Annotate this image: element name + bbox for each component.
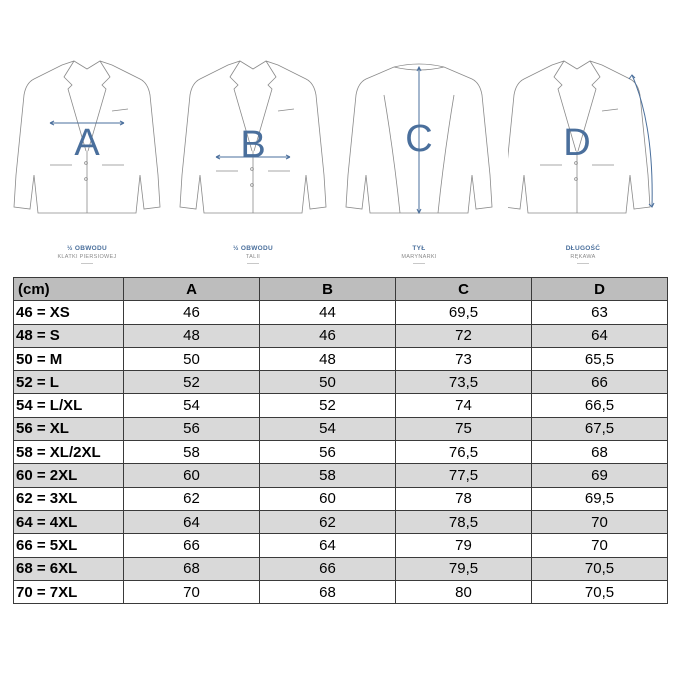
measurement-cell: 68 — [260, 580, 396, 603]
table-row — [14, 557, 668, 580]
table-row — [14, 510, 668, 533]
measurement-cell: 56 — [260, 441, 396, 464]
measurement-cell: 58 — [124, 441, 260, 464]
measurement-cell: 78 — [396, 487, 532, 510]
caption-chest-title: ½ OBWODU — [67, 245, 107, 252]
caption-divider — [81, 263, 93, 264]
jacket-front-waist-diagram — [178, 55, 328, 225]
header-c: C — [396, 278, 532, 301]
table-row — [14, 534, 668, 557]
measurement-cell: 70 — [532, 534, 668, 557]
size-label-cell: 54 = L/XL — [14, 394, 124, 417]
measurement-cell: 66 — [260, 557, 396, 580]
size-label-cell: 70 = 7XL — [14, 580, 124, 603]
table-header-row — [14, 278, 668, 301]
measurement-cell: 67,5 — [532, 417, 668, 440]
table-row — [14, 324, 668, 347]
caption-sleeve — [508, 244, 658, 264]
size-label-cell: 46 = XS — [14, 301, 124, 324]
caption-waist-subtitle: TALII — [245, 254, 261, 260]
measurement-cell: 73 — [396, 347, 532, 370]
measurement-cell: 46 — [124, 301, 260, 324]
measurement-cell: 66 — [124, 534, 260, 557]
caption-waist — [178, 244, 328, 264]
caption-divider — [577, 263, 589, 264]
header-a: A — [124, 278, 260, 301]
measurement-cell: 50 — [260, 371, 396, 394]
size-label-cell: 68 = 6XL — [14, 557, 124, 580]
caption-divider — [413, 263, 425, 264]
measurement-cell: 74 — [396, 394, 532, 417]
measurement-cell: 79 — [396, 534, 532, 557]
measurement-cell: 78,5 — [396, 510, 532, 533]
measurement-cell: 70,5 — [532, 557, 668, 580]
size-label-cell: 66 = 5XL — [14, 534, 124, 557]
table-row — [14, 464, 668, 487]
measurement-cell: 73,5 — [396, 371, 532, 394]
table-row — [14, 580, 668, 603]
measurement-cell: 69,5 — [396, 301, 532, 324]
measurement-cell: 70,5 — [532, 580, 668, 603]
measurement-cell: 52 — [124, 371, 260, 394]
table-row — [14, 394, 668, 417]
measurement-cell: 69,5 — [532, 487, 668, 510]
measurement-cell: 68 — [532, 441, 668, 464]
caption-chest — [12, 244, 162, 264]
table-row — [14, 441, 668, 464]
table-body — [14, 301, 668, 604]
measurement-cell: 48 — [260, 347, 396, 370]
jacket-front-chest-diagram — [12, 55, 162, 225]
header-d: D — [532, 278, 668, 301]
measurement-cell: 48 — [124, 324, 260, 347]
measurement-cell: 44 — [260, 301, 396, 324]
letter-d: D — [563, 122, 591, 164]
letter-c: C — [405, 118, 433, 160]
size-label-cell: 50 = M — [14, 347, 124, 370]
measurement-cell: 68 — [124, 557, 260, 580]
letter-a: A — [74, 122, 100, 164]
table-row — [14, 347, 668, 370]
measurement-cell: 70 — [124, 580, 260, 603]
caption-back — [344, 244, 494, 264]
table-row — [14, 487, 668, 510]
measurement-cell: 60 — [124, 464, 260, 487]
measurement-cell: 77,5 — [396, 464, 532, 487]
measurement-cell: 79,5 — [396, 557, 532, 580]
size-label-cell: 62 = 3XL — [14, 487, 124, 510]
size-label-cell: 58 = XL/2XL — [14, 441, 124, 464]
measurement-cell: 62 — [260, 510, 396, 533]
measurement-cell: 64 — [124, 510, 260, 533]
measurement-cell: 76,5 — [396, 441, 532, 464]
jacket-back-length-diagram — [344, 55, 494, 225]
measurement-cell: 65,5 — [532, 347, 668, 370]
caption-divider — [247, 263, 259, 264]
measurement-cell: 66,5 — [532, 394, 668, 417]
measurement-cell: 60 — [260, 487, 396, 510]
measurement-cell: 62 — [124, 487, 260, 510]
measurement-cell: 52 — [260, 394, 396, 417]
measurement-cell: 54 — [260, 417, 396, 440]
measurement-cell: 63 — [532, 301, 668, 324]
measurement-cell: 64 — [532, 324, 668, 347]
measurement-cell: 66 — [532, 371, 668, 394]
size-label-cell: 48 = S — [14, 324, 124, 347]
measurement-cell: 75 — [396, 417, 532, 440]
size-label-cell: 60 = 2XL — [14, 464, 124, 487]
table-row — [14, 417, 668, 440]
caption-back-title: TYŁ — [412, 245, 426, 252]
table-row — [14, 301, 668, 324]
header-cm: (cm) — [14, 278, 124, 301]
measurement-cell: 54 — [124, 394, 260, 417]
measurement-cell: 72 — [396, 324, 532, 347]
measurement-cell: 70 — [532, 510, 668, 533]
caption-chest-subtitle: KLATKI PIERSIOWEJ — [57, 254, 117, 260]
measurement-cell: 69 — [532, 464, 668, 487]
measurement-cell: 50 — [124, 347, 260, 370]
measurement-cell: 58 — [260, 464, 396, 487]
jacket-diagrams — [0, 0, 680, 275]
caption-waist-title: ½ OBWODU — [233, 245, 273, 252]
size-label-cell: 56 = XL — [14, 417, 124, 440]
caption-sleeve-title: DŁUGOŚĆ — [565, 245, 601, 252]
jacket-front-sleeve-diagram — [508, 55, 658, 225]
size-label-cell: 64 = 4XL — [14, 510, 124, 533]
letter-b: B — [240, 124, 266, 166]
measurement-cell: 80 — [396, 580, 532, 603]
size-label-cell: 52 = L — [14, 371, 124, 394]
size-table — [13, 277, 668, 604]
header-b: B — [260, 278, 396, 301]
measurement-cell: 64 — [260, 534, 396, 557]
measurement-cell: 56 — [124, 417, 260, 440]
table-row — [14, 371, 668, 394]
measurement-cell: 46 — [260, 324, 396, 347]
caption-back-subtitle: MARYNARKI — [401, 254, 437, 260]
caption-sleeve-subtitle: RĘKAWA — [570, 254, 596, 260]
